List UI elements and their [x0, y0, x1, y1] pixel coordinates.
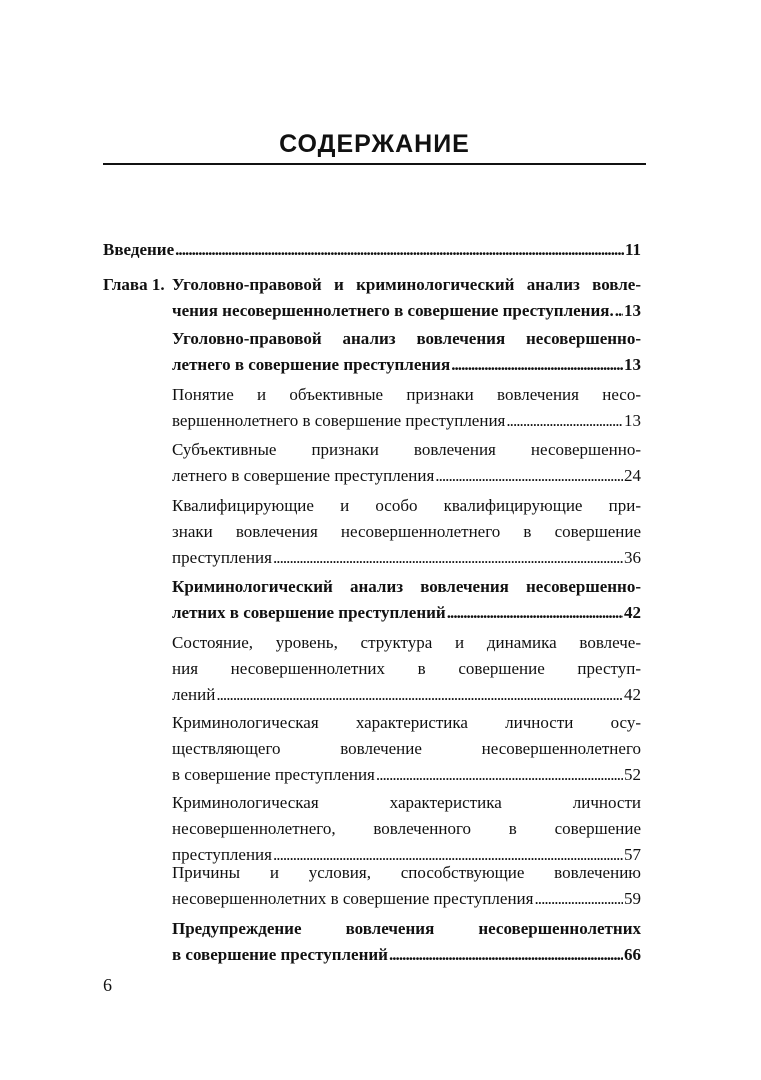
toc-entry-title: летнего в совершение преступления [172, 355, 451, 374]
toc-entry-subsection-1-2-1[interactable] [172, 630, 641, 708]
dot-leader [376, 762, 623, 788]
toc-page-number: 42 [624, 603, 641, 622]
toc-entry-line: Криминологический анализ вовлечения несовершенно- [172, 577, 641, 596]
toc-entry-section-1-1[interactable] [172, 326, 641, 378]
toc-page-number: 13 [624, 355, 641, 374]
toc-entry-subsection-1-2-4[interactable] [172, 860, 641, 912]
toc-entry-section-1-2[interactable] [172, 574, 641, 626]
toc-entry-title: преступления [172, 548, 272, 567]
toc-page-number: 66 [624, 945, 641, 964]
toc-page-number: 24 [624, 466, 641, 485]
toc-entry-line: несовершеннолетнего, вовлеченного в совершение [172, 819, 641, 838]
toc-entry-line: знаки вовлечения несовершеннолетнего в совершение [172, 522, 641, 541]
toc-entry-subsection-1-1-2[interactable] [172, 437, 641, 489]
toc-page-number: 36 [624, 548, 641, 567]
toc-entry-title: Введение [103, 240, 175, 259]
toc-entry-subsection-1-1-3[interactable] [172, 493, 641, 571]
toc-entry-line: Криминологическая характеристика личности осу- [172, 713, 641, 732]
toc-entry-title: преступления [172, 845, 272, 864]
toc-entry-subsection-1-1-1[interactable] [172, 382, 641, 434]
toc-entry-title: летних в совершение преступлений [172, 603, 446, 622]
dot-leader [216, 682, 623, 708]
toc-entry-line: Субъективные признаки вовлечения несовершенно- [172, 440, 641, 459]
toc-entry-section-1-3[interactable] [172, 916, 641, 968]
toc-page-number: 13 [624, 301, 641, 320]
toc-entry-subsection-1-2-3[interactable] [172, 790, 641, 868]
dot-leader [435, 463, 623, 489]
toc-entry-line: Предупреждение вовлечения несовершеннолетних [172, 919, 641, 938]
toc-page-number: 13 [624, 411, 641, 430]
toc-entry-subsection-1-2-2[interactable] [172, 710, 641, 788]
toc-entry-line: Криминологическая характеристика личности [172, 793, 641, 812]
toc-page-number: 57 [624, 845, 641, 864]
dot-leader [389, 942, 623, 968]
chapter-label: Глава 1. [103, 275, 165, 294]
title-underline [103, 163, 646, 165]
toc-page-number: 42 [624, 685, 641, 704]
page-number: 6 [103, 975, 112, 995]
dot-leader [447, 600, 623, 626]
toc-page-number: 11 [624, 240, 641, 259]
toc-entry-chapter-1[interactable] [172, 272, 641, 324]
toc-entry-title: лений [172, 685, 216, 704]
dot-leader [175, 237, 624, 263]
toc-entry-line: Понятие и объективные признаки вовлечения несо- [172, 385, 641, 404]
toc-entry-line: Уголовно-правовой и криминологический анализ вовле- [172, 275, 641, 294]
toc-entry-line: Состояние, уровень, структура и динамика вовлече- [172, 633, 641, 652]
toc-entry-title: в совершение преступлений [172, 945, 388, 964]
dot-leader [506, 408, 623, 434]
toc-page-number: 52 [624, 765, 641, 784]
dot-leader [451, 352, 623, 378]
toc-entry-line: ния несовершеннолетних в совершение преступ- [172, 659, 641, 678]
toc-entry-title: несовершеннолетних в совершение преступления [172, 889, 534, 908]
toc-entry-line: Уголовно-правовой анализ вовлечения несовершенно- [172, 329, 641, 348]
toc-entry-title: вершеннолетнего в совершение преступления [172, 411, 506, 430]
toc-entry-line: Квалифицирующие и особо квалифицирующие при- [172, 496, 641, 515]
toc-entry-line: ществляющего вовлечение несовершеннолетнего [172, 739, 641, 758]
dot-leader [534, 886, 623, 912]
dot-leader [615, 298, 623, 324]
toc-entry-title: чения несовершеннолетнего в совершение преступления. [172, 301, 614, 320]
toc-entry-title: в совершение преступления [172, 765, 375, 784]
toc-entry-line: Причины и условия, способствующие вовлечению [172, 863, 641, 882]
toc-entry-introduction[interactable] [103, 237, 641, 263]
toc-page-number: 59 [624, 889, 641, 908]
page-title: СОДЕРЖАНИЕ [279, 130, 470, 158]
dot-leader [273, 545, 623, 571]
toc-entry-title: летнего в совершение преступления [172, 466, 435, 485]
